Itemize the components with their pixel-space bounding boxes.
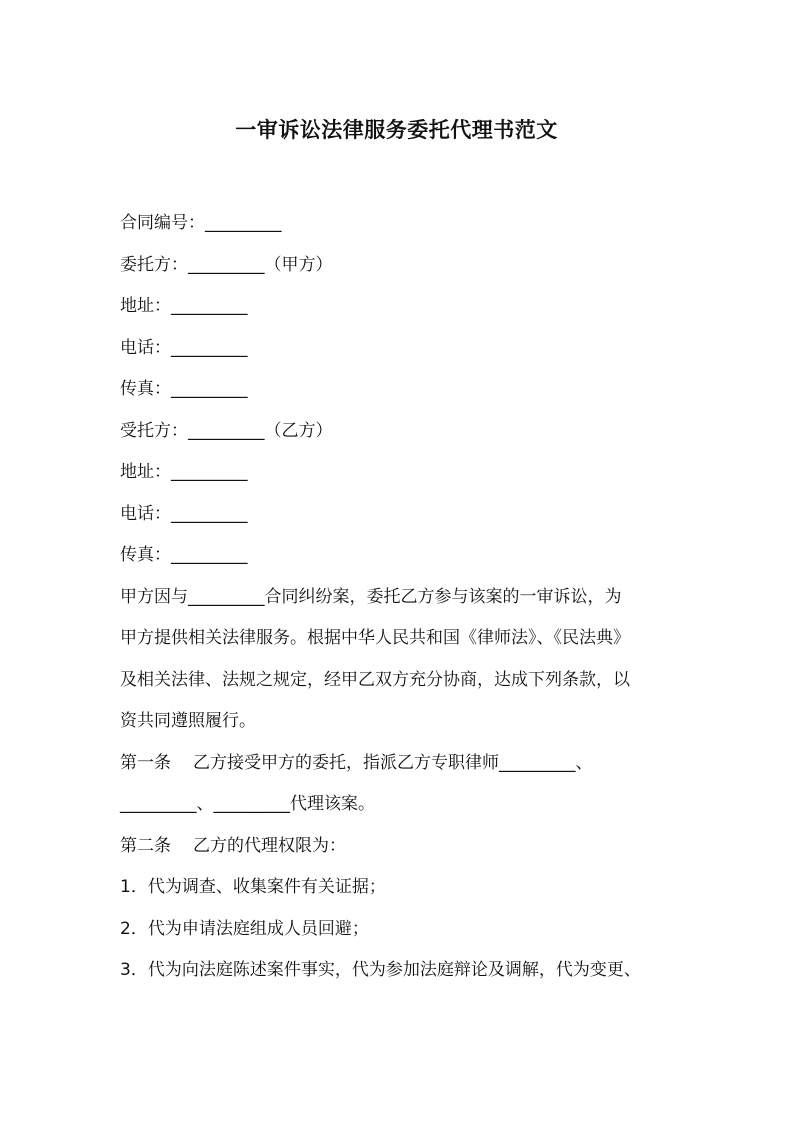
agent-line: 受托方：_________（乙方） — [120, 420, 333, 441]
document-title: 一审诉讼法律服务委托代理书范文 — [235, 118, 558, 142]
article-2-text: 乙方的代理权限为： — [193, 835, 346, 856]
contract-number-line: 合同编号：_________ — [120, 213, 282, 233]
preamble-line-1: 甲方因与_________合同纠纷案，委托乙方参与该案的一审诉讼，为 — [120, 586, 622, 607]
agent-address-line: 地址：_________ — [120, 462, 248, 482]
list-item-2: 2．代为申请法庭组成人员回避； — [120, 918, 369, 939]
article-2 — [120, 826, 680, 868]
client-fax-line: 传真：_________ — [120, 379, 248, 399]
article-1-text: 乙方接受甲方的委托，指派乙方专职律师_________、 — [193, 752, 593, 773]
client-line: 委托方：_________（甲方） — [120, 254, 333, 275]
preamble-line-3: 及相关法律、法规之规定，经甲乙双方充分协商，达成下列条款，以 — [120, 669, 630, 690]
list-item-3: 3．代为向法庭陈述案件事实，代为参加法庭辩论及调解，代为变更、 — [120, 960, 641, 980]
article-2-heading: 第二条 — [120, 835, 171, 856]
client-address-line: 地址：_________ — [120, 296, 248, 316]
article-1 — [120, 743, 680, 785]
preamble-line-2: 甲方提供相关法律服务。根据中华人民共和国《律师法》、《民法典》 — [120, 628, 630, 648]
agent-fax-line: 传真：_________ — [120, 545, 248, 565]
list-item-1: 1．代为调查、收集案件有关证据； — [120, 877, 386, 897]
client-phone-line: 电话：_________ — [120, 337, 248, 358]
article-1-continuation: _________、_________代理该案。 — [120, 794, 375, 814]
preamble-line-4: 资共同遵照履行。 — [120, 711, 256, 731]
agent-phone-line: 电话：_________ — [120, 503, 248, 524]
document-body — [120, 203, 680, 992]
article-1-heading: 第一条 — [120, 752, 171, 773]
